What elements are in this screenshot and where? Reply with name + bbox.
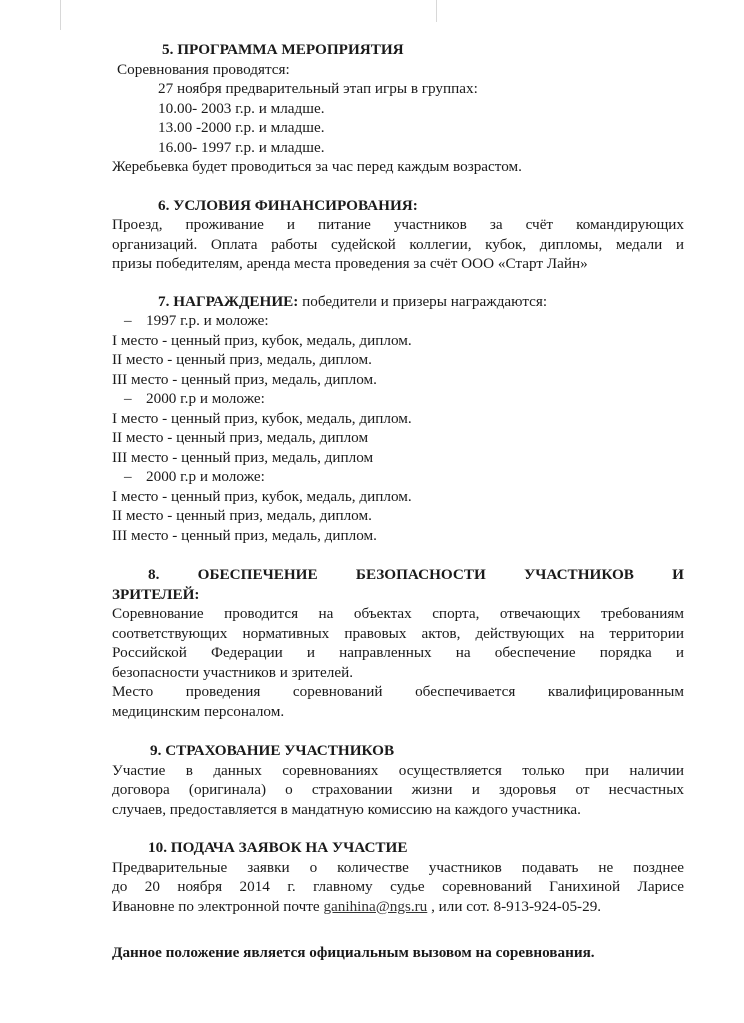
dash-bullet: – (124, 312, 132, 329)
closing-statement: Данное положение является официальным вызовом на соревнования. (112, 944, 595, 961)
section-10-line-3-post: , или сот. 8-913-924-05-29. (427, 897, 602, 915)
award-group-3 (112, 467, 684, 545)
section-7-title: 7. НАГРАЖДЕНИЕ: (158, 292, 299, 310)
award-group-3-place-3: III место - ценный приз, медаль, диплом. (112, 526, 377, 544)
dash-bullet: – (124, 390, 132, 407)
section-awards (112, 292, 684, 546)
award-group-1-label: 1997 г.р. и моложе: (146, 312, 269, 329)
award-group-3-label: 2000 г.р и моложе: (146, 468, 265, 485)
section-5-line-4: 16.00- 1997 г.р. и младше. (158, 138, 325, 156)
section-9-line-1: Участие в данных соревнованиях осуществляется только при наличии (112, 761, 684, 779)
award-group-1-place-3: III место - ценный приз, медаль, диплом. (112, 370, 377, 388)
section-5-intro: Соревнования проводятся: (117, 60, 290, 78)
section-financing (112, 196, 684, 274)
award-group-1 (112, 311, 684, 389)
document-page (112, 40, 684, 978)
award-group-2 (112, 389, 684, 467)
section-program (112, 40, 684, 177)
section-6-line-3: призы победителям, аренда места проведения за счёт ООО «Старт Лайн» (112, 255, 588, 272)
award-group-2-place-1: I место - ценный приз, кубок, медаль, диплом. (112, 409, 412, 427)
section-8-title-line-1: 8. ОБЕСПЕЧЕНИЕ БЕЗОПАСНОСТИ УЧАСТНИКОВ И (148, 566, 684, 583)
contact-email-link[interactable]: ganihina@ngs.ru (323, 897, 428, 915)
award-group-2-label: 2000 г.р и моложе: (146, 390, 265, 407)
section-5-line-3: 13.00 -2000 г.р. и младше. (158, 119, 325, 136)
award-group-1-place-2: II место - ценный приз, медаль, диплом. (112, 351, 372, 368)
section-10-line-1: Предварительные заявки о количестве участников подавать не позднее (112, 858, 684, 876)
section-safety (112, 565, 684, 721)
section-6-line-1: Проезд, проживание и питание участников за счёт командирующих (112, 216, 684, 233)
section-8-p1-line-2: соответствующих нормативных правовых актов, действующих на территории (112, 624, 684, 642)
section-10-line-3 (112, 897, 684, 917)
section-10-line-3-pre: Ивановне по электронной почте (112, 897, 324, 915)
award-group-2-place-3: III место - ценный приз, медаль, диплом (112, 448, 374, 466)
section-5-title: 5. ПРОГРАММА МЕРОПРИЯТИЯ (162, 41, 404, 58)
award-group-1-place-1: I место - ценный приз, кубок, медаль, диплом. (112, 331, 412, 349)
section-7-title-rest: победители и призеры награждаются: (298, 292, 548, 310)
section-8-title-line-2: ЗРИТЕЛЕЙ: (112, 585, 200, 603)
section-6-title: 6. УСЛОВИЯ ФИНАНСИРОВАНИЯ: (158, 196, 418, 214)
section-5-line-1: 27 ноября предварительный этап игры в группах: (158, 80, 478, 97)
section-5-draw-note: Жеребьевка будет проводиться за час перед каждым возрастом. (112, 158, 522, 175)
award-group-3-place-1: I место - ценный приз, кубок, медаль, диплом. (112, 487, 412, 505)
section-9-line-2: договора (оригинала) о страховании жизни и здоровья от несчастных (112, 781, 684, 798)
section-9-title: 9. СТРАХОВАНИЕ УЧАСТНИКОВ (150, 742, 395, 759)
section-8-p2-line-1: Место проведения соревнований обеспечивается квалифицированным (112, 683, 684, 700)
section-8-p1-line-3: Российской Федерации и направленных на обеспечение порядка и (112, 644, 684, 661)
section-8-p1-line-4: безопасности участников и зрителей. (112, 663, 354, 681)
section-7-title-line (112, 292, 684, 312)
section-8-p1-line-1: Соревнование проводится на объектах спорта, отвечающих требованиям (112, 605, 684, 622)
section-insurance (112, 741, 684, 819)
award-group-3-place-2: II место - ценный приз, медаль, диплом. (112, 507, 372, 524)
dash-bullet: – (124, 468, 132, 485)
section-9-line-3: случаев, предоставляется в мандатную комиссию на каждого участника. (112, 800, 581, 818)
section-5-line-2: 10.00- 2003 г.р. и младше. (158, 99, 325, 117)
award-group-2-place-2: II место - ценный приз, медаль, диплом (112, 429, 369, 446)
section-8-p2-line-2: медицинским персоналом. (112, 702, 285, 720)
section-applications (112, 838, 684, 916)
section-10-title: 10. ПОДАЧА ЗАЯВОК НА УЧАСТИЕ (148, 839, 408, 856)
section-6-line-2: организаций. Оплата работы судейской коллегии, кубок, дипломы, медали и (112, 235, 684, 253)
section-10-line-2: до 20 ноября 2014 г. главному судье соревнований Ганихиной Ларисе (112, 878, 684, 895)
